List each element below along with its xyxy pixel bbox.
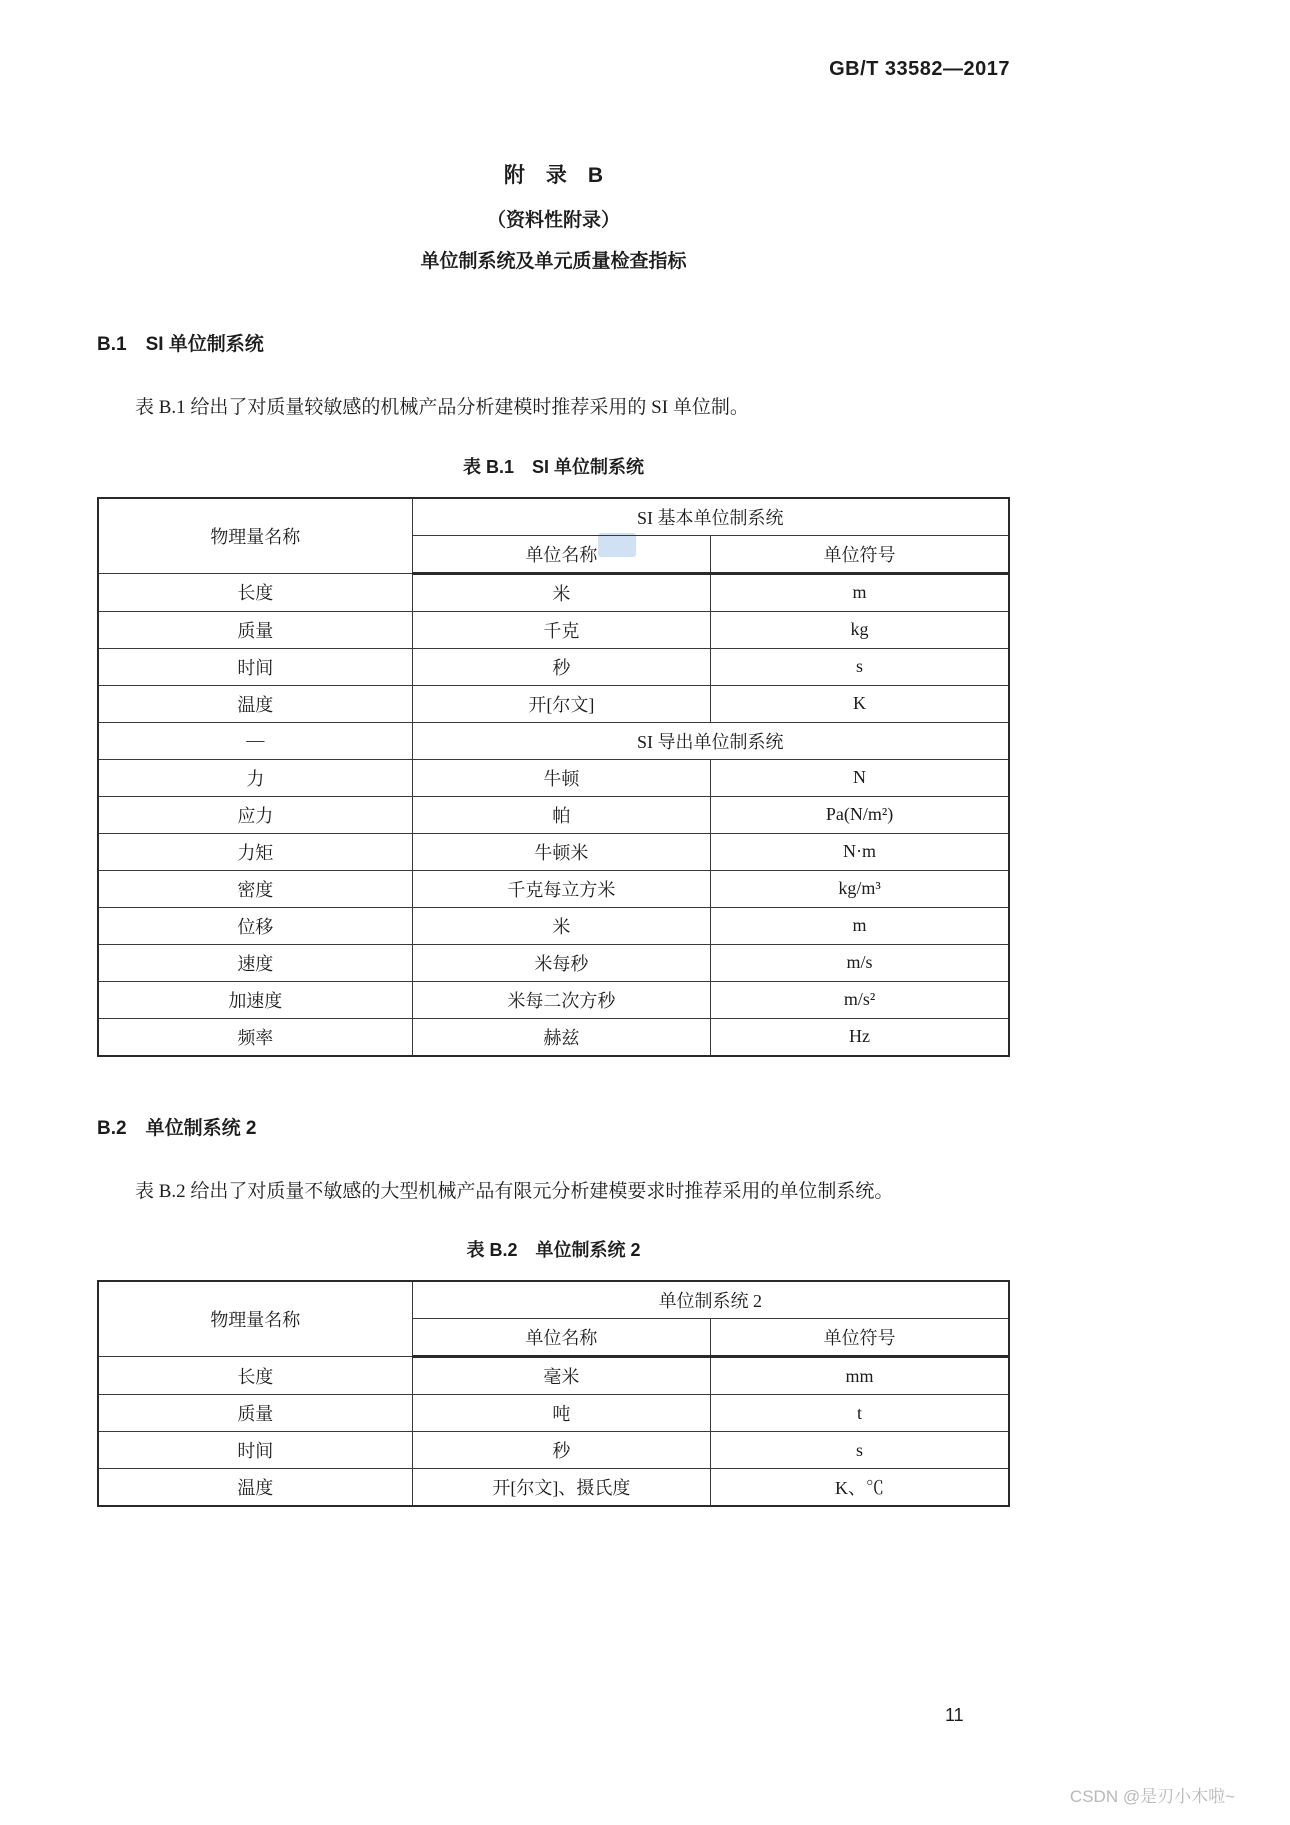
physical-quantity-cell: 力 bbox=[98, 759, 412, 796]
table-row bbox=[98, 611, 1009, 648]
section-b2-heading: B.2 单位制系统 2 bbox=[97, 1117, 257, 1139]
table-row bbox=[98, 870, 1009, 907]
table-b2-header bbox=[98, 1281, 1009, 1357]
table-b1-header-row-1 bbox=[98, 498, 1009, 536]
unit-symbol-cell: Hz bbox=[711, 1018, 1009, 1056]
physical-quantity-cell: 质量 bbox=[98, 1395, 412, 1432]
unit-name-cell: 米每秒 bbox=[412, 944, 710, 981]
unit-name-cell: 米 bbox=[412, 907, 710, 944]
unit-symbol-cell: m bbox=[711, 573, 1009, 611]
unit-symbol-cell: m/s bbox=[711, 944, 1009, 981]
unit-name-cell: 开[尔文]、摄氏度 bbox=[412, 1469, 710, 1507]
unit-symbol-cell: kg/m³ bbox=[711, 870, 1009, 907]
table-row bbox=[98, 1357, 1009, 1395]
unit-symbol-cell: t bbox=[711, 1395, 1009, 1432]
unit-symbol-cell: mm bbox=[711, 1357, 1009, 1395]
table-b2-col-physical: 物理量名称 bbox=[98, 1281, 412, 1357]
table-b1-col-unit-symbol: 单位符号 bbox=[711, 535, 1009, 573]
table-b2 bbox=[97, 1280, 1010, 1507]
physical-quantity-cell: 加速度 bbox=[98, 981, 412, 1018]
table-b1 bbox=[97, 497, 1010, 1057]
physical-quantity-cell: 温度 bbox=[98, 685, 412, 722]
unit-name-cell: 赫兹 bbox=[412, 1018, 710, 1056]
appendix-subtitle: （资料性附录） bbox=[486, 210, 620, 231]
table-b2-header-row-1 bbox=[98, 1281, 1009, 1319]
unit-name-cell: 秒 bbox=[412, 648, 710, 685]
unit-name-cell: 毫米 bbox=[412, 1357, 710, 1395]
doc-number: GB/T 33582—2017 bbox=[829, 58, 1010, 80]
table-b1-caption: 表 B.1 SI 单位制系统 bbox=[462, 456, 645, 477]
unit-name-cell: 米 bbox=[412, 573, 710, 611]
table-row bbox=[98, 759, 1009, 796]
page-number: 11 bbox=[945, 1705, 964, 1725]
table-b2-group-header: 单位制系统 2 bbox=[412, 1281, 1009, 1319]
table-row bbox=[98, 1395, 1009, 1432]
unit-symbol-cell: m bbox=[711, 907, 1009, 944]
physical-quantity-cell: 长度 bbox=[98, 573, 412, 611]
physical-quantity-cell: 温度 bbox=[98, 1469, 412, 1507]
table-row bbox=[98, 648, 1009, 685]
table-row bbox=[98, 1018, 1009, 1056]
table-row bbox=[98, 796, 1009, 833]
unit-symbol-cell: s bbox=[711, 648, 1009, 685]
physical-quantity-cell: 频率 bbox=[98, 1018, 412, 1056]
unit-symbol-cell: N bbox=[711, 759, 1009, 796]
unit-name-cell: 米每二次方秒 bbox=[412, 981, 710, 1018]
derived-header-cell: SI 导出单位制系统 bbox=[412, 722, 1009, 759]
physical-quantity-cell: 速度 bbox=[98, 944, 412, 981]
unit-name-cell: 牛顿 bbox=[412, 759, 710, 796]
table-row bbox=[98, 981, 1009, 1018]
section-b2-paragraph: 表 B.2 给出了对质量不敏感的大型机械产品有限元分析建模要求时推荐采用的单位制系统。 bbox=[135, 1180, 894, 1202]
section-b1-paragraph: 表 B.1 给出了对质量较敏感的机械产品分析建模时推荐采用的 SI 单位制。 bbox=[135, 397, 749, 418]
unit-symbol-cell: kg bbox=[711, 611, 1009, 648]
table-b1-group-header: SI 基本单位制系统 bbox=[412, 498, 1009, 536]
physical-quantity-cell: 密度 bbox=[98, 870, 412, 907]
table-b2-col-unit-symbol: 单位符号 bbox=[711, 1319, 1009, 1357]
derived-header-row bbox=[98, 722, 1009, 759]
appendix-title: 附 录 B bbox=[503, 164, 604, 187]
table-b2-col-unit-name: 单位名称 bbox=[412, 1319, 710, 1357]
physical-quantity-cell: 质量 bbox=[98, 611, 412, 648]
table-b1-base-rows bbox=[98, 573, 1009, 722]
page-content bbox=[97, 0, 1010, 1507]
unit-name-cell: 开[尔文] bbox=[412, 685, 710, 722]
table-b2-rows bbox=[98, 1357, 1009, 1507]
table-b1-header bbox=[98, 498, 1009, 574]
table-row bbox=[98, 1432, 1009, 1469]
unit-symbol-cell: K、℃ bbox=[711, 1469, 1009, 1507]
unit-symbol-cell: s bbox=[711, 1432, 1009, 1469]
derived-label-cell: — bbox=[98, 722, 412, 759]
section-b1-heading: B.1 SI 单位制系统 bbox=[97, 334, 264, 355]
unit-name-cell: 秒 bbox=[412, 1432, 710, 1469]
table-row bbox=[98, 573, 1009, 611]
appendix-heading: 单位制系统及单元质量检查指标 bbox=[420, 251, 687, 272]
physical-quantity-cell: 应力 bbox=[98, 796, 412, 833]
table-row bbox=[98, 833, 1009, 870]
unit-symbol-cell: N·m bbox=[711, 833, 1009, 870]
physical-quantity-cell: 力矩 bbox=[98, 833, 412, 870]
unit-name-cell: 帕 bbox=[412, 796, 710, 833]
physical-quantity-cell: 时间 bbox=[98, 1432, 412, 1469]
physical-quantity-cell: 位移 bbox=[98, 907, 412, 944]
table-row bbox=[98, 907, 1009, 944]
table-row bbox=[98, 944, 1009, 981]
csdn-watermark: CSDN @是刃小木啦~ bbox=[1069, 1787, 1235, 1806]
table-b1-col-physical: 物理量名称 bbox=[98, 498, 412, 574]
table-row bbox=[98, 1469, 1009, 1507]
table-b1-derived-header bbox=[98, 722, 1009, 759]
unit-symbol-cell: Pa(N/m²) bbox=[711, 796, 1009, 833]
unit-symbol-cell: K bbox=[711, 685, 1009, 722]
table-b2-caption: 表 B.2 单位制系统 2 bbox=[466, 1240, 641, 1260]
unit-name-cell: 牛顿米 bbox=[412, 833, 710, 870]
unit-symbol-cell: m/s² bbox=[711, 981, 1009, 1018]
physical-quantity-cell: 时间 bbox=[98, 648, 412, 685]
unit-name-cell: 吨 bbox=[412, 1395, 710, 1432]
table-row bbox=[98, 685, 1009, 722]
physical-quantity-cell: 长度 bbox=[98, 1357, 412, 1395]
table-b1-derived-rows bbox=[98, 759, 1009, 1056]
table-b1-col-unit-name: 单位名称 bbox=[412, 535, 710, 573]
unit-name-cell: 千克每立方米 bbox=[412, 870, 710, 907]
unit-name-cell: 千克 bbox=[412, 611, 710, 648]
